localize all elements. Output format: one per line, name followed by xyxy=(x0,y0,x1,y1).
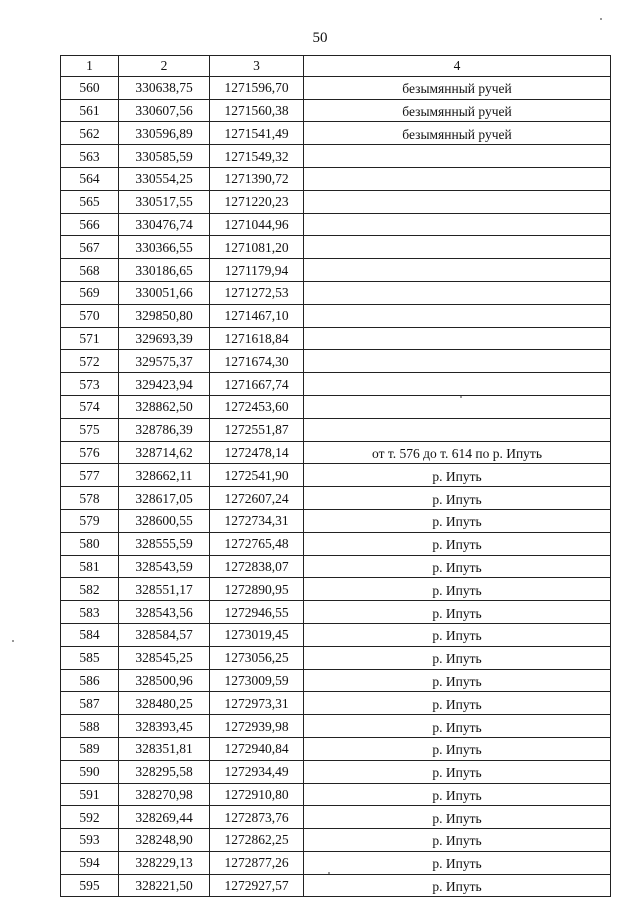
x-coordinate-cell: 329575,37 xyxy=(119,350,210,373)
description-cell: р. Ипуть xyxy=(304,532,611,555)
point-number-cell: 589 xyxy=(61,737,119,760)
description-cell: р. Ипуть xyxy=(304,601,611,624)
y-coordinate-cell: 1272551,87 xyxy=(210,418,304,441)
x-coordinate-cell: 328600,55 xyxy=(119,509,210,532)
column-header-1: 1 xyxy=(61,56,119,77)
y-coordinate-cell: 1272927,57 xyxy=(210,874,304,897)
column-header-2: 2 xyxy=(119,56,210,77)
y-coordinate-cell: 1271618,84 xyxy=(210,327,304,350)
y-coordinate-cell: 1272541,90 xyxy=(210,464,304,487)
table-row xyxy=(61,874,611,897)
description-cell xyxy=(304,418,611,441)
point-number-cell: 573 xyxy=(61,373,119,396)
description-cell: безымянный ручей xyxy=(304,99,611,122)
description-cell xyxy=(304,213,611,236)
point-number-cell: 592 xyxy=(61,806,119,829)
point-number-cell: 566 xyxy=(61,213,119,236)
point-number-cell: 571 xyxy=(61,327,119,350)
point-number-cell: 576 xyxy=(61,441,119,464)
y-coordinate-cell: 1273056,25 xyxy=(210,646,304,669)
description-cell xyxy=(304,281,611,304)
x-coordinate-cell: 328393,45 xyxy=(119,715,210,738)
y-coordinate-cell: 1271272,53 xyxy=(210,281,304,304)
y-coordinate-cell: 1271220,23 xyxy=(210,190,304,213)
y-coordinate-cell: 1271081,20 xyxy=(210,236,304,259)
table-row xyxy=(61,669,611,692)
x-coordinate-cell: 328662,11 xyxy=(119,464,210,487)
x-coordinate-cell: 328862,50 xyxy=(119,395,210,418)
y-coordinate-cell: 1272838,07 xyxy=(210,555,304,578)
table-row xyxy=(61,806,611,829)
x-coordinate-cell: 328221,50 xyxy=(119,874,210,897)
point-number-cell: 579 xyxy=(61,509,119,532)
table-row xyxy=(61,851,611,874)
y-coordinate-cell: 1272478,14 xyxy=(210,441,304,464)
table-row xyxy=(61,236,611,259)
y-coordinate-cell: 1272877,26 xyxy=(210,851,304,874)
point-number-cell: 567 xyxy=(61,236,119,259)
y-coordinate-cell: 1272873,76 xyxy=(210,806,304,829)
table-row xyxy=(61,487,611,510)
x-coordinate-cell: 328248,90 xyxy=(119,829,210,852)
scan-speck xyxy=(328,872,330,874)
point-number-cell: 563 xyxy=(61,145,119,168)
description-cell: р. Ипуть xyxy=(304,578,611,601)
description-cell: р. Ипуть xyxy=(304,487,611,510)
point-number-cell: 564 xyxy=(61,167,119,190)
x-coordinate-cell: 329850,80 xyxy=(119,304,210,327)
point-number-cell: 585 xyxy=(61,646,119,669)
point-number-cell: 561 xyxy=(61,99,119,122)
table-body xyxy=(61,76,611,897)
x-coordinate-cell: 328714,62 xyxy=(119,441,210,464)
description-cell xyxy=(304,395,611,418)
y-coordinate-cell: 1271560,38 xyxy=(210,99,304,122)
x-coordinate-cell: 330554,25 xyxy=(119,167,210,190)
table-row xyxy=(61,395,611,418)
description-cell: р. Ипуть xyxy=(304,692,611,715)
description-cell: р. Ипуть xyxy=(304,760,611,783)
x-coordinate-cell: 328551,17 xyxy=(119,578,210,601)
description-cell: р. Ипуть xyxy=(304,737,611,760)
y-coordinate-cell: 1272973,31 xyxy=(210,692,304,715)
y-coordinate-cell: 1271467,10 xyxy=(210,304,304,327)
x-coordinate-cell: 328555,59 xyxy=(119,532,210,555)
point-number-cell: 570 xyxy=(61,304,119,327)
table-row xyxy=(61,646,611,669)
point-number-cell: 588 xyxy=(61,715,119,738)
table-row xyxy=(61,578,611,601)
description-cell xyxy=(304,327,611,350)
table-row xyxy=(61,464,611,487)
point-number-cell: 590 xyxy=(61,760,119,783)
page-number: 50 xyxy=(312,30,328,46)
x-coordinate-cell: 328786,39 xyxy=(119,418,210,441)
table-row xyxy=(61,350,611,373)
y-coordinate-cell: 1273009,59 xyxy=(210,669,304,692)
x-coordinate-cell: 328229,13 xyxy=(119,851,210,874)
description-cell: р. Ипуть xyxy=(304,464,611,487)
y-coordinate-cell: 1271179,94 xyxy=(210,259,304,282)
table-row xyxy=(61,509,611,532)
x-coordinate-cell: 330186,65 xyxy=(119,259,210,282)
x-coordinate-cell: 329693,39 xyxy=(119,327,210,350)
table-row xyxy=(61,190,611,213)
point-number-cell: 580 xyxy=(61,532,119,555)
scan-speck xyxy=(600,18,602,20)
point-number-cell: 565 xyxy=(61,190,119,213)
table-row xyxy=(61,760,611,783)
table-row xyxy=(61,259,611,282)
description-cell: р. Ипуть xyxy=(304,669,611,692)
table-row xyxy=(61,99,611,122)
column-header-4: 4 xyxy=(304,56,611,77)
point-number-cell: 572 xyxy=(61,350,119,373)
point-number-cell: 560 xyxy=(61,76,119,99)
y-coordinate-cell: 1271549,32 xyxy=(210,145,304,168)
x-coordinate-cell: 328269,44 xyxy=(119,806,210,829)
table-row xyxy=(61,783,611,806)
table-row xyxy=(61,122,611,145)
table-row xyxy=(61,418,611,441)
x-coordinate-cell: 328584,57 xyxy=(119,623,210,646)
description-cell: р. Ипуть xyxy=(304,646,611,669)
point-number-cell: 582 xyxy=(61,578,119,601)
table-row xyxy=(61,532,611,555)
x-coordinate-cell: 328480,25 xyxy=(119,692,210,715)
y-coordinate-cell: 1271667,74 xyxy=(210,373,304,396)
description-cell: р. Ипуть xyxy=(304,829,611,852)
point-number-cell: 578 xyxy=(61,487,119,510)
point-number-cell: 568 xyxy=(61,259,119,282)
point-number-cell: 586 xyxy=(61,669,119,692)
y-coordinate-cell: 1272862,25 xyxy=(210,829,304,852)
point-number-cell: 575 xyxy=(61,418,119,441)
point-number-cell: 593 xyxy=(61,829,119,852)
point-number-cell: 574 xyxy=(61,395,119,418)
y-coordinate-cell: 1272910,80 xyxy=(210,783,304,806)
table-row xyxy=(61,213,611,236)
x-coordinate-cell: 328295,58 xyxy=(119,760,210,783)
scan-speck xyxy=(12,640,14,642)
y-coordinate-cell: 1271596,70 xyxy=(210,76,304,99)
x-coordinate-cell: 330476,74 xyxy=(119,213,210,236)
description-cell: р. Ипуть xyxy=(304,509,611,532)
table-row xyxy=(61,327,611,350)
x-coordinate-cell: 328351,81 xyxy=(119,737,210,760)
table-row xyxy=(61,623,611,646)
y-coordinate-cell: 1271044,96 xyxy=(210,213,304,236)
description-cell xyxy=(304,190,611,213)
point-number-cell: 587 xyxy=(61,692,119,715)
table-row xyxy=(61,715,611,738)
x-coordinate-cell: 330517,55 xyxy=(119,190,210,213)
point-number-cell: 577 xyxy=(61,464,119,487)
point-number-cell: 584 xyxy=(61,623,119,646)
table-row xyxy=(61,373,611,396)
description-cell xyxy=(304,373,611,396)
x-coordinate-cell: 329423,94 xyxy=(119,373,210,396)
x-coordinate-cell: 328545,25 xyxy=(119,646,210,669)
x-coordinate-cell: 330051,66 xyxy=(119,281,210,304)
column-header-3: 3 xyxy=(210,56,304,77)
y-coordinate-cell: 1272946,55 xyxy=(210,601,304,624)
x-coordinate-cell: 328270,98 xyxy=(119,783,210,806)
x-coordinate-cell: 330596,89 xyxy=(119,122,210,145)
point-number-cell: 569 xyxy=(61,281,119,304)
point-number-cell: 594 xyxy=(61,851,119,874)
y-coordinate-cell: 1272939,98 xyxy=(210,715,304,738)
description-cell: р. Ипуть xyxy=(304,874,611,897)
table-header-row xyxy=(61,56,611,77)
y-coordinate-cell: 1272890,95 xyxy=(210,578,304,601)
scan-speck xyxy=(460,396,462,398)
x-coordinate-cell: 330585,59 xyxy=(119,145,210,168)
point-number-cell: 595 xyxy=(61,874,119,897)
table-row xyxy=(61,304,611,327)
table-row xyxy=(61,167,611,190)
description-cell xyxy=(304,304,611,327)
point-number-cell: 583 xyxy=(61,601,119,624)
table-row xyxy=(61,829,611,852)
point-number-cell: 562 xyxy=(61,122,119,145)
x-coordinate-cell: 328617,05 xyxy=(119,487,210,510)
y-coordinate-cell: 1272940,84 xyxy=(210,737,304,760)
description-cell: р. Ипуть xyxy=(304,555,611,578)
x-coordinate-cell: 330638,75 xyxy=(119,76,210,99)
description-cell: р. Ипуть xyxy=(304,715,611,738)
table-row xyxy=(61,145,611,168)
description-cell xyxy=(304,350,611,373)
description-cell xyxy=(304,259,611,282)
y-coordinate-cell: 1272453,60 xyxy=(210,395,304,418)
description-cell: безымянный ручей xyxy=(304,122,611,145)
description-cell: р. Ипуть xyxy=(304,851,611,874)
table-row xyxy=(61,281,611,304)
x-coordinate-cell: 330366,55 xyxy=(119,236,210,259)
description-cell xyxy=(304,236,611,259)
description-cell: р. Ипуть xyxy=(304,623,611,646)
x-coordinate-cell: 328543,56 xyxy=(119,601,210,624)
table-row xyxy=(61,441,611,464)
description-cell: р. Ипуть xyxy=(304,783,611,806)
description-cell: безымянный ручей xyxy=(304,76,611,99)
point-number-cell: 591 xyxy=(61,783,119,806)
description-cell: от т. 576 до т. 614 по р. Ипуть xyxy=(304,441,611,464)
y-coordinate-cell: 1273019,45 xyxy=(210,623,304,646)
table-row xyxy=(61,555,611,578)
y-coordinate-cell: 1271541,49 xyxy=(210,122,304,145)
point-number-cell: 581 xyxy=(61,555,119,578)
description-cell: р. Ипуть xyxy=(304,806,611,829)
table-row xyxy=(61,76,611,99)
y-coordinate-cell: 1272734,31 xyxy=(210,509,304,532)
y-coordinate-cell: 1272607,24 xyxy=(210,487,304,510)
table-row xyxy=(61,692,611,715)
description-cell xyxy=(304,167,611,190)
y-coordinate-cell: 1271390,72 xyxy=(210,167,304,190)
x-coordinate-cell: 328500,96 xyxy=(119,669,210,692)
coordinates-table xyxy=(60,55,611,897)
y-coordinate-cell: 1272765,48 xyxy=(210,532,304,555)
description-cell xyxy=(304,145,611,168)
table-row xyxy=(61,737,611,760)
x-coordinate-cell: 330607,56 xyxy=(119,99,210,122)
y-coordinate-cell: 1271674,30 xyxy=(210,350,304,373)
table-row xyxy=(61,601,611,624)
x-coordinate-cell: 328543,59 xyxy=(119,555,210,578)
y-coordinate-cell: 1272934,49 xyxy=(210,760,304,783)
